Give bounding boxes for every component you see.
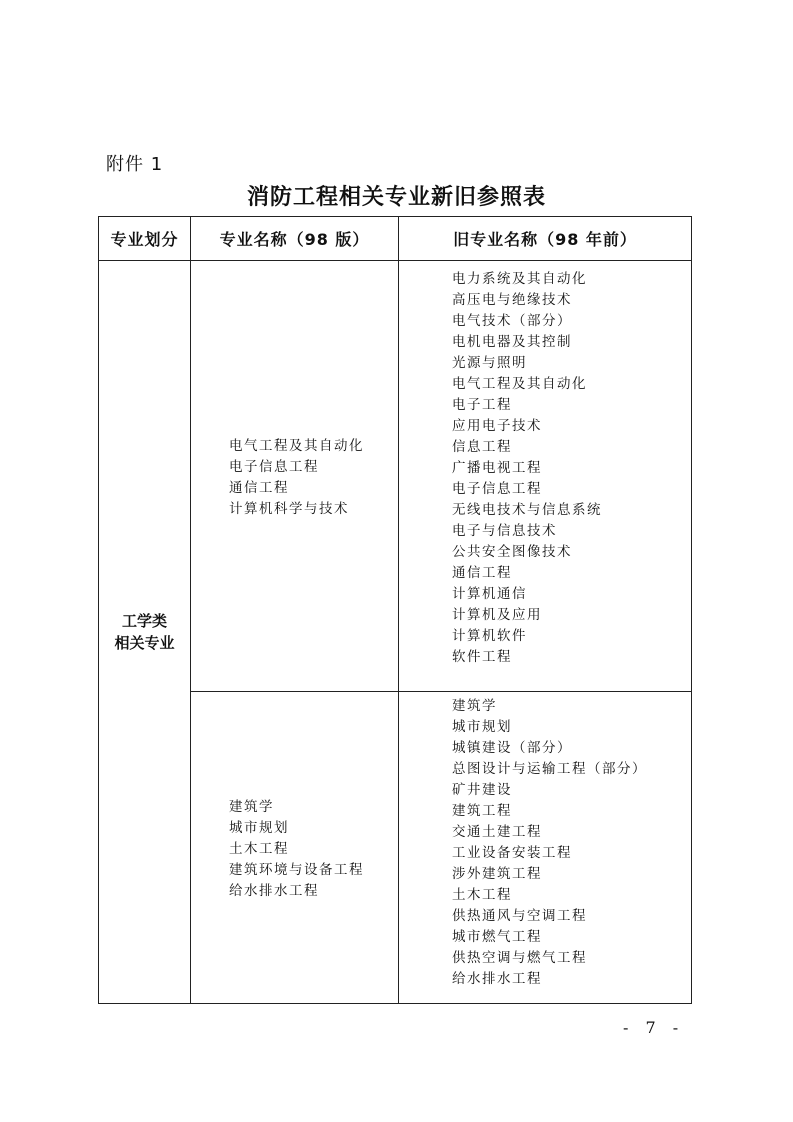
list-item: 电气工程及其自动化 [229, 438, 364, 454]
list-item: 城镇建设（部分） [452, 740, 572, 756]
list-item: 电子工程 [452, 397, 512, 413]
list-item: 城市燃气工程 [452, 929, 542, 945]
list-item: 广播电视工程 [452, 460, 542, 476]
list-item: 电气技术（部分） [452, 313, 572, 329]
header-category: 专业划分 [99, 217, 191, 261]
list-item: 工业设备安装工程 [452, 845, 572, 861]
old-major-list-cell [399, 692, 692, 1004]
list-item: 城市规划 [229, 820, 289, 836]
list-item: 信息工程 [452, 439, 512, 455]
old-major-list-cell [399, 261, 692, 692]
table-row [99, 261, 692, 692]
category-line: 相关专业 [114, 634, 175, 652]
list-item: 软件工程 [452, 649, 512, 665]
list-item: 给水排水工程 [452, 971, 542, 987]
list-item: 计算机软件 [452, 628, 527, 644]
list-item: 通信工程 [229, 480, 289, 496]
list-item: 涉外建筑工程 [452, 866, 542, 882]
list-item: 公共安全图像技术 [452, 544, 572, 560]
list-item: 土木工程 [229, 841, 289, 857]
list-item: 电气工程及其自动化 [452, 376, 587, 392]
list-item: 供热空调与燃气工程 [452, 950, 587, 966]
list-item: 计算机通信 [452, 586, 527, 602]
list-item: 建筑学 [452, 698, 497, 714]
list-item: 光源与照明 [452, 355, 527, 371]
document-title: 消防工程相关专业新旧参照表 [246, 185, 546, 210]
header-old-major: 旧专业名称（98 年前） [399, 217, 692, 261]
list-item: 交通土建工程 [452, 824, 542, 840]
list-item: 通信工程 [452, 565, 512, 581]
list-item: 电力系统及其自动化 [452, 271, 587, 287]
list-item: 建筑工程 [452, 803, 512, 819]
reference-table [98, 216, 692, 1004]
list-item: 高压电与绝缘技术 [452, 292, 572, 308]
list-item: 计算机及应用 [452, 607, 542, 623]
category-cell [99, 261, 191, 1004]
list-item: 给水排水工程 [229, 883, 319, 899]
list-item: 供热通风与空调工程 [452, 908, 587, 924]
list-item: 总图设计与运输工程（部分） [452, 761, 647, 777]
major-list-cell [191, 692, 399, 1004]
list-item: 电子与信息技术 [452, 523, 557, 539]
category-line: 工学类 [121, 612, 167, 630]
list-item: 无线电技术与信息系统 [452, 502, 602, 518]
list-item: 城市规划 [452, 719, 512, 735]
list-item: 矿井建设 [452, 782, 512, 798]
major-list-cell [191, 261, 399, 692]
list-item: 应用电子技术 [452, 418, 542, 434]
list-item: 电机电器及其控制 [452, 334, 572, 350]
list-item: 土木工程 [452, 887, 512, 903]
attachment-label: 附件 1 [106, 154, 164, 175]
list-item: 计算机科学与技术 [229, 501, 349, 517]
list-item: 建筑环境与设备工程 [229, 862, 364, 878]
list-item: 电子信息工程 [452, 481, 542, 497]
header-major-98: 专业名称（98 版） [191, 217, 399, 261]
list-item: 电子信息工程 [229, 459, 319, 475]
list-item: 建筑学 [229, 799, 274, 815]
table-header-row [99, 217, 692, 261]
page-number: - 7 - [623, 1018, 685, 1037]
